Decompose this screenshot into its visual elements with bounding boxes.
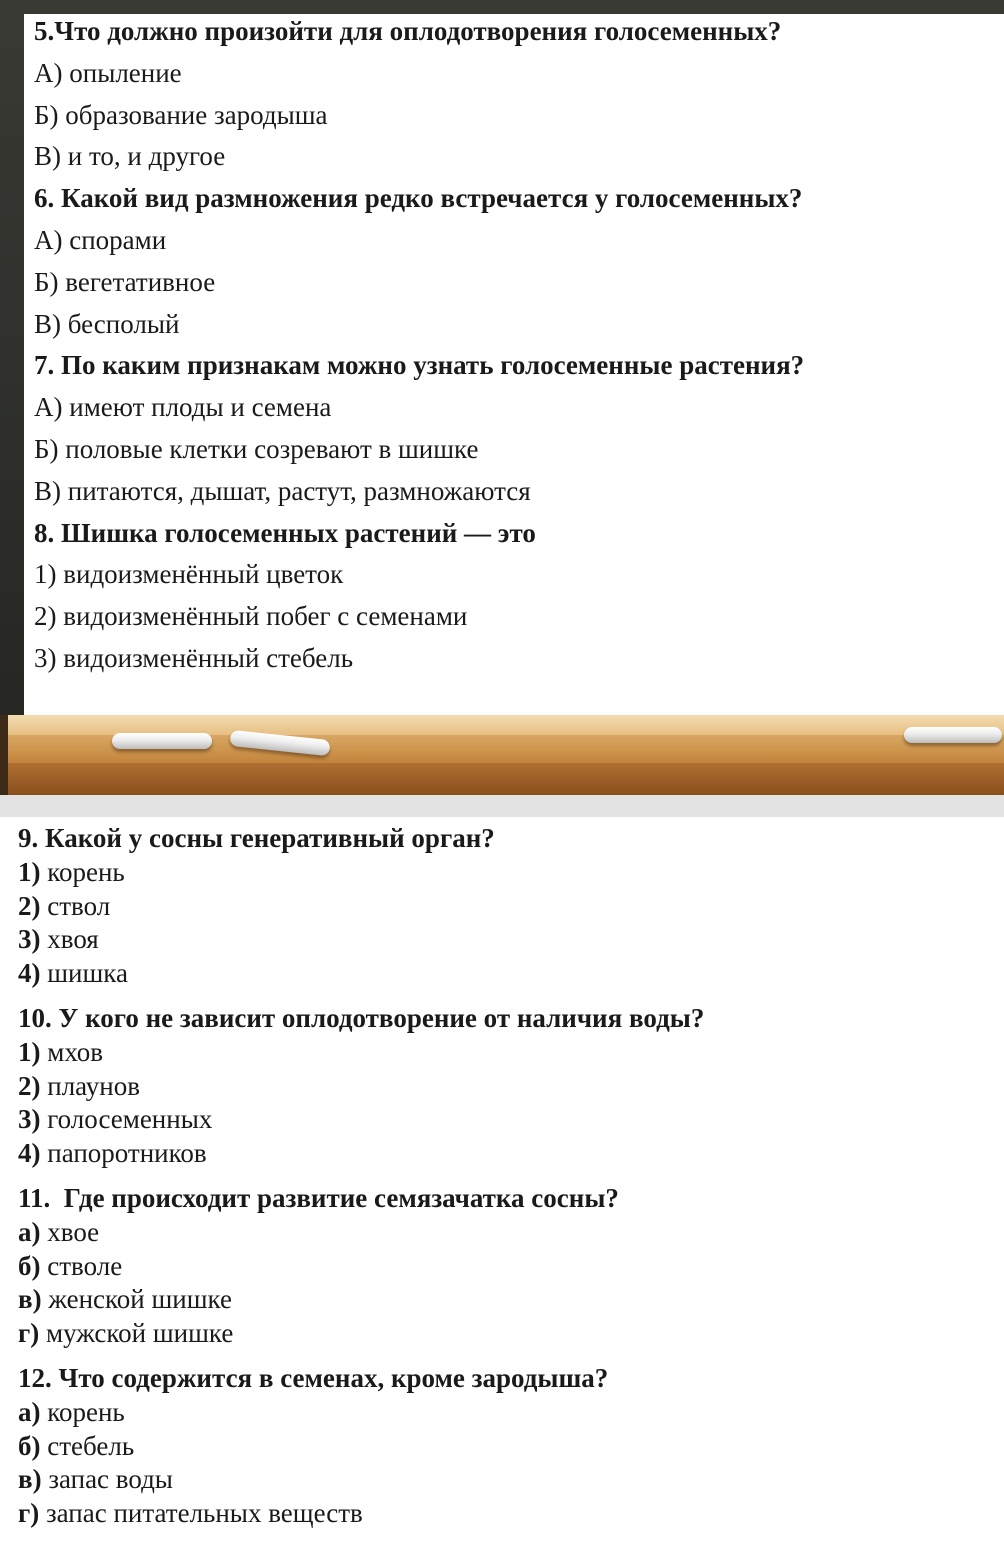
question-9 — [18, 822, 998, 991]
option-marker: в) — [18, 1464, 42, 1495]
option-text: шишка — [40, 958, 128, 989]
question-6-option-c: В) бесполый — [34, 308, 180, 339]
option-marker: 3) — [18, 1104, 41, 1135]
question-6-title: 6. Какой вид размножения редко встречается у голосеменных? — [34, 183, 803, 214]
question-10-option-3 — [18, 1103, 998, 1137]
option-marker: 3) — [18, 924, 41, 955]
option-text: запас питательных веществ — [39, 1498, 363, 1529]
option-marker: г) — [18, 1498, 40, 1529]
option-text: мхов — [40, 1036, 104, 1067]
question-7-title: 7. По каким признакам можно узнать голосеменные растения? — [34, 350, 805, 381]
option-marker: в) — [18, 1284, 42, 1315]
option-marker: 2) — [18, 890, 41, 921]
option-marker: 4) — [18, 1138, 41, 1169]
question-7-option-b: Б) половые клетки созревают в шишке — [34, 433, 479, 464]
question-9-option-4 — [18, 957, 998, 991]
question-5-option-c: В) и то, и другое — [34, 141, 226, 172]
option-text: хвоя — [40, 924, 99, 955]
option-text: папоротников — [40, 1138, 207, 1169]
question-9-option-3 — [18, 923, 998, 957]
option-text: мужской шишке — [39, 1318, 234, 1349]
question-6-option-a: А) спорами — [34, 224, 167, 255]
option-text: корень — [40, 1396, 125, 1427]
question-12-title: 12. Что содержится в семенах, кроме зародыша? — [18, 1362, 609, 1393]
question-10-option-4 — [18, 1137, 998, 1171]
question-9-title: 9. Какой у сосны генеративный орган? — [18, 823, 495, 853]
question-10-option-2 — [18, 1070, 998, 1104]
option-marker: б) — [18, 1430, 41, 1461]
option-text: женской шишке — [41, 1284, 232, 1315]
question-5-title: 5.Что должно произойти для оплодотворения голосеменных? — [34, 16, 782, 46]
option-marker: г) — [18, 1318, 40, 1349]
option-text: корень — [40, 856, 125, 887]
question-12-option-b — [18, 1430, 998, 1464]
option-text: запас воды — [41, 1464, 173, 1495]
bottom-question-list — [18, 822, 998, 1531]
option-marker: 2) — [18, 1070, 41, 1101]
slide-separator — [0, 795, 1004, 817]
chalk-stick-left — [112, 733, 212, 749]
ledge-front-edge — [0, 763, 1004, 795]
question-11-option-a — [18, 1216, 998, 1250]
chalk-stick-right — [904, 727, 1002, 743]
question-9-option-1 — [18, 856, 998, 890]
top-question-list — [34, 12, 994, 681]
question-10 — [18, 1002, 998, 1171]
question-7-option-c: В) питаются, дышат, растут, размножаются — [34, 475, 531, 506]
question-11-option-b — [18, 1250, 998, 1284]
option-text: стебель — [40, 1430, 135, 1461]
question-5-option-b: Б) образование зародыша — [34, 99, 328, 130]
option-marker: 1) — [18, 1036, 41, 1067]
question-11-option-c — [18, 1283, 998, 1317]
question-9-option-2 — [18, 890, 998, 924]
ledge-shadow — [0, 715, 8, 795]
question-6-option-b: Б) вегетативное — [34, 266, 216, 297]
question-11-option-d — [18, 1317, 998, 1351]
option-text: стволе — [40, 1250, 123, 1281]
question-8-option-3: 3) видоизменённый стебель — [34, 642, 354, 673]
question-5-option-a: А) опыление — [34, 57, 182, 88]
question-10-title: 10. У кого не зависит оплодотворение от наличия воды? — [18, 1002, 705, 1033]
option-text: голосеменных — [40, 1104, 213, 1135]
question-12-option-c — [18, 1463, 998, 1497]
option-marker: 4) — [18, 958, 41, 989]
question-11-title: 11. Где происходит развитие семязачатка сосны? — [18, 1182, 619, 1213]
option-text: плаунов — [40, 1070, 140, 1101]
option-marker: б) — [18, 1250, 41, 1281]
chalk-ledge — [0, 715, 1004, 795]
option-marker: 1) — [18, 856, 41, 887]
question-10-option-1 — [18, 1036, 998, 1070]
option-marker: а) — [18, 1216, 41, 1247]
question-8-option-1: 1) видоизменённый цветок — [34, 559, 344, 590]
question-7-option-a: А) имеют плоды и семена — [34, 392, 332, 423]
question-12 — [18, 1362, 998, 1531]
blackboard-frame — [0, 0, 1004, 715]
ledge-top-surface — [0, 715, 1004, 735]
question-8-title: 8. Шишка голосеменных растений — это — [34, 517, 536, 548]
option-text: ствол — [40, 890, 111, 921]
question-8-option-2: 2) видоизменённый побег с семенами — [34, 601, 468, 632]
question-12-option-d — [18, 1497, 998, 1531]
option-text: хвое — [40, 1216, 100, 1247]
question-12-option-a — [18, 1396, 998, 1430]
option-marker: а) — [18, 1396, 41, 1427]
question-11 — [18, 1182, 998, 1351]
